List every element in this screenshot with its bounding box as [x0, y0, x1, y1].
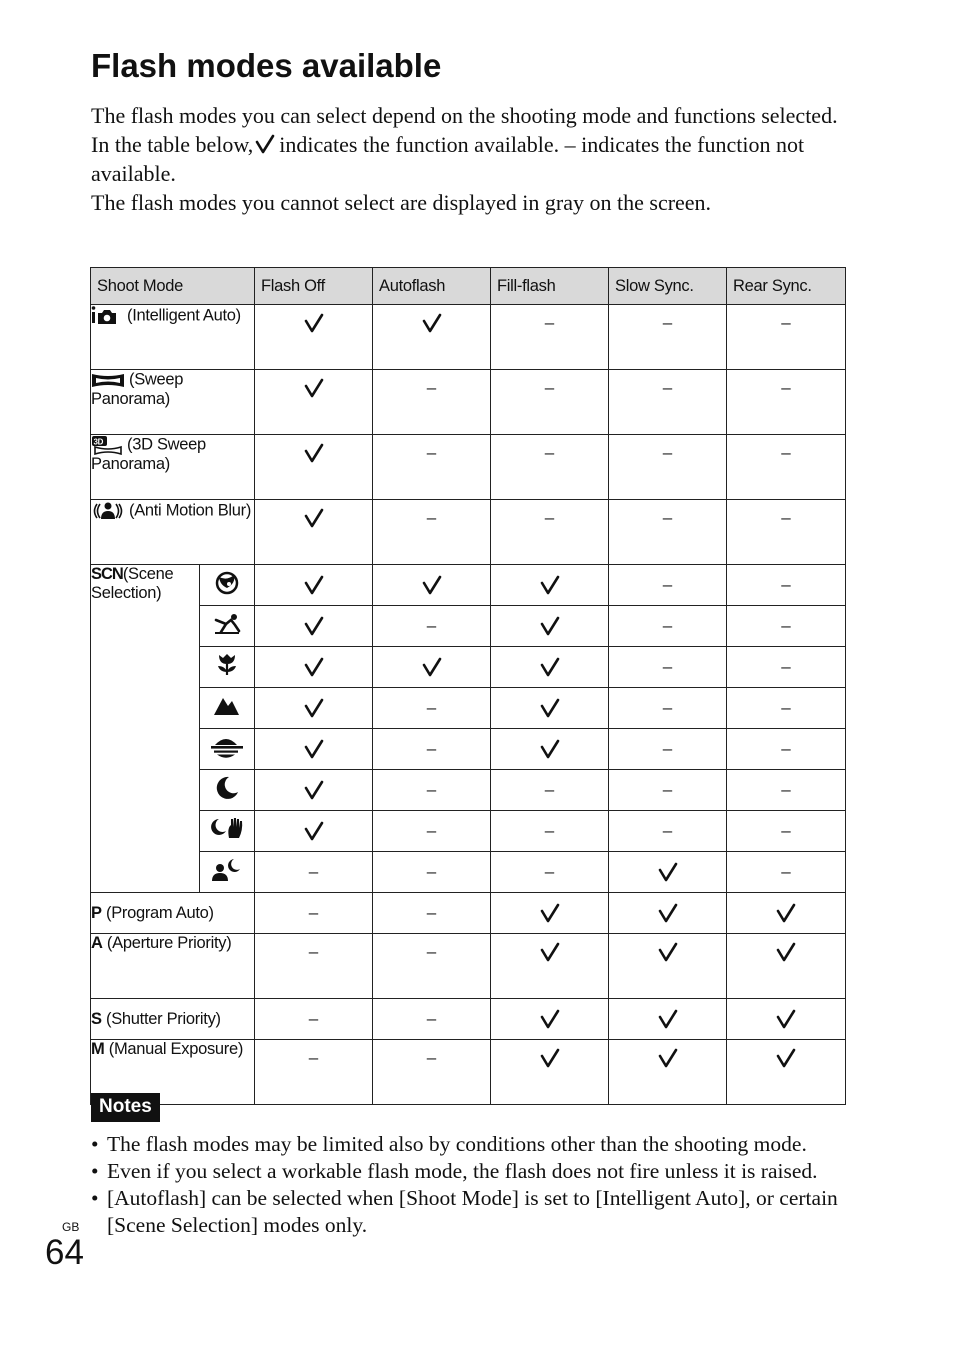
not-available-dash: – [662, 698, 673, 717]
table-cell [255, 647, 373, 688]
not-available-dash: – [308, 903, 319, 922]
column-header: Slow Sync. [609, 268, 727, 305]
notes-badge: Notes [91, 1093, 160, 1122]
intro-paragraph-3: The flash modes you cannot select are displayed in gray on the screen. [91, 190, 712, 215]
table-cell [727, 688, 846, 729]
page-title: Flash modes available [91, 47, 442, 84]
intelligent-auto-icon [91, 305, 123, 327]
table-cell [727, 435, 846, 500]
not-available-dash: – [426, 862, 437, 881]
note-item [91, 1158, 871, 1185]
table-cell [609, 435, 727, 500]
table-cell [609, 305, 727, 370]
note-text: The flash modes may be limited also by conditions other than the shooting mode. [107, 1132, 807, 1156]
column-header: Fill-flash [491, 268, 609, 305]
check-icon [304, 698, 324, 718]
check-icon [304, 508, 324, 528]
not-available-dash: – [426, 1048, 437, 1067]
check-icon [658, 1009, 678, 1029]
mode-label: (Program Auto) [106, 903, 214, 922]
table-cell [491, 729, 609, 770]
scene-icon-cell [200, 852, 255, 893]
table-cell [727, 500, 846, 565]
table-row [91, 770, 846, 811]
table-cell [491, 893, 609, 934]
check-icon [776, 1048, 796, 1068]
check-icon [540, 698, 560, 718]
scn-label: SCN [91, 565, 123, 583]
table-cell [491, 999, 609, 1040]
table-row [91, 852, 846, 893]
table-row [91, 500, 846, 565]
check-icon [658, 1048, 678, 1068]
table-cell [609, 934, 727, 999]
not-available-dash: – [781, 378, 791, 397]
table-cell [609, 647, 727, 688]
not-available-dash: – [662, 780, 673, 799]
shoot-mode-cell [91, 370, 255, 435]
table-cell [609, 1040, 727, 1105]
check-icon [304, 616, 324, 636]
scene-selection-cell [91, 565, 200, 893]
table-cell [491, 934, 609, 999]
not-available-dash: – [544, 378, 555, 397]
not-available-dash: – [662, 313, 673, 332]
3d-sweep-panorama-icon [91, 435, 123, 455]
not-available-dash: – [426, 942, 437, 961]
table-cell [373, 435, 491, 500]
mode-letter: A [91, 934, 103, 952]
table-cell [373, 565, 491, 606]
not-available-dash: – [426, 616, 437, 635]
bullet-icon: • [91, 1159, 99, 1183]
table-row [91, 688, 846, 729]
mode-label: (Anti Motion Blur) [129, 501, 252, 520]
mode-letter: S [91, 1009, 102, 1028]
table-cell [255, 893, 373, 934]
table-cell [727, 729, 846, 770]
check-icon [658, 862, 678, 882]
table-cell [373, 370, 491, 435]
not-available-dash: – [426, 508, 437, 527]
column-header: Rear Sync. [727, 268, 846, 305]
check-icon [776, 942, 796, 962]
table-cell [373, 688, 491, 729]
shoot-mode-cell [91, 435, 255, 500]
table-row [91, 893, 846, 934]
table-row [91, 811, 846, 852]
shoot-mode-cell [91, 934, 255, 999]
table-cell [609, 565, 727, 606]
table-cell [491, 500, 609, 565]
table-cell [255, 435, 373, 500]
sweep-panorama-icon [91, 370, 125, 390]
portrait-icon [214, 570, 241, 596]
not-available-dash: – [781, 739, 791, 758]
page-number: 64 [45, 1233, 84, 1272]
not-available-dash: – [781, 616, 791, 635]
mode-label: (Manual Exposure) [108, 1040, 244, 1058]
bullet-icon: • [91, 1132, 99, 1156]
scene-icon-cell [200, 688, 255, 729]
not-available-dash: – [781, 313, 791, 332]
mode-label: (Shutter Priority) [106, 1009, 221, 1028]
table-cell [491, 688, 609, 729]
scene-icon-cell [200, 811, 255, 852]
not-available-dash: – [426, 1009, 437, 1028]
mode-label: (Aperture Priority) [106, 934, 232, 952]
not-available-dash: – [662, 821, 673, 840]
landscape-icon [213, 693, 241, 719]
table-cell [727, 565, 846, 606]
not-available-dash: – [781, 508, 791, 527]
shoot-mode-cell [91, 999, 255, 1040]
table-cell [491, 852, 609, 893]
scene-icon-cell [200, 606, 255, 647]
table-cell [727, 606, 846, 647]
bullet-icon: • [91, 1186, 99, 1210]
intro-paragraph-2 [91, 130, 871, 188]
not-available-dash: – [426, 780, 437, 799]
table-cell [255, 729, 373, 770]
not-available-dash: – [781, 862, 791, 881]
not-available-dash: – [544, 443, 555, 462]
table-cell [727, 999, 846, 1040]
intro-text [91, 101, 871, 217]
check-icon [304, 780, 324, 800]
table-cell [255, 852, 373, 893]
note-item [91, 1131, 871, 1158]
scene-icon-cell [200, 770, 255, 811]
table-cell [373, 1040, 491, 1105]
not-available-dash: – [781, 698, 791, 717]
intro-p2-before: In the table below, [91, 132, 254, 157]
table-cell [609, 688, 727, 729]
check-icon [540, 1009, 560, 1029]
not-available-dash: – [662, 616, 673, 635]
check-icon [255, 134, 275, 154]
scene-icon-cell [200, 647, 255, 688]
note-item [91, 1185, 871, 1239]
table-cell [373, 893, 491, 934]
not-available-dash: – [662, 657, 673, 676]
table-cell [255, 811, 373, 852]
not-available-dash: – [426, 443, 437, 462]
not-available-dash: – [544, 780, 555, 799]
shoot-mode-cell [91, 305, 255, 370]
sports-action-icon [213, 611, 242, 637]
check-icon [422, 657, 442, 677]
table-row [91, 305, 846, 370]
check-icon [540, 942, 560, 962]
table-cell [727, 1040, 846, 1105]
check-icon [422, 575, 442, 595]
table-cell [255, 606, 373, 647]
check-icon [540, 739, 560, 759]
not-available-dash: – [308, 1009, 319, 1028]
table-cell [491, 770, 609, 811]
flash-modes-table [90, 267, 846, 1105]
table-cell [491, 606, 609, 647]
table-row [91, 934, 846, 999]
not-available-dash: – [308, 862, 319, 881]
anti-motion-blur-icon [91, 500, 125, 522]
table-cell [609, 729, 727, 770]
not-available-dash: – [544, 862, 555, 881]
not-available-dash: – [781, 657, 791, 676]
intro-p2-after: indicates the function available. – indicates the function not available. [91, 132, 805, 186]
table-cell [491, 435, 609, 500]
check-icon [658, 942, 678, 962]
not-available-dash: – [544, 508, 555, 527]
table-cell [609, 606, 727, 647]
table-cell [255, 1040, 373, 1105]
macro-icon [215, 652, 239, 678]
table-cell [373, 934, 491, 999]
table-cell [491, 370, 609, 435]
mode-letter: M [91, 1040, 105, 1058]
column-header: Shoot Mode [91, 268, 255, 305]
table-cell [609, 370, 727, 435]
check-icon [540, 1048, 560, 1068]
table-row [91, 999, 846, 1040]
table-cell [491, 811, 609, 852]
table-cell [609, 893, 727, 934]
hand-held-twilight-icon [209, 816, 245, 842]
check-icon [304, 739, 324, 759]
table-cell [255, 688, 373, 729]
table-cell [727, 934, 846, 999]
not-available-dash: – [308, 942, 319, 961]
mode-label: (3D Sweep Panorama) [91, 435, 206, 473]
check-icon [304, 657, 324, 677]
not-available-dash: – [662, 508, 673, 527]
table-cell [491, 305, 609, 370]
scene-icon-cell [200, 729, 255, 770]
table-cell [491, 1040, 609, 1105]
sunset-icon [211, 734, 244, 760]
shoot-mode-cell [91, 500, 255, 565]
table-cell [727, 852, 846, 893]
table-cell [373, 729, 491, 770]
not-available-dash: – [544, 313, 555, 332]
not-available-dash: – [662, 575, 673, 594]
table-cell [609, 852, 727, 893]
check-icon [304, 821, 324, 841]
table-row [91, 565, 846, 606]
not-available-dash: – [662, 443, 673, 462]
table-row [91, 370, 846, 435]
table-cell [373, 647, 491, 688]
table-cell [491, 565, 609, 606]
column-header: Flash Off [255, 268, 373, 305]
table-cell [727, 647, 846, 688]
table-cell [255, 999, 373, 1040]
table-cell [727, 370, 846, 435]
table-cell [609, 770, 727, 811]
scene-icon-cell [200, 565, 255, 606]
table-cell [609, 500, 727, 565]
table-cell [727, 305, 846, 370]
table-cell [727, 893, 846, 934]
check-icon [540, 575, 560, 595]
table-row [91, 606, 846, 647]
not-available-dash: – [781, 575, 791, 594]
not-available-dash: – [426, 378, 437, 397]
table-cell [255, 934, 373, 999]
table-cell [609, 811, 727, 852]
not-available-dash: – [426, 821, 437, 840]
check-icon [304, 443, 324, 463]
svg-text:3D: 3D [93, 437, 104, 447]
table-header [91, 268, 846, 305]
table-cell [373, 811, 491, 852]
table-cell [255, 500, 373, 565]
check-icon [540, 616, 560, 636]
table-cell [255, 565, 373, 606]
mode-label: (Intelligent Auto) [127, 306, 241, 325]
table-cell [727, 811, 846, 852]
night-portrait-icon [211, 857, 243, 883]
table-cell [727, 770, 846, 811]
table-cell [373, 852, 491, 893]
not-available-dash: – [781, 780, 791, 799]
not-available-dash: – [662, 739, 673, 758]
shoot-mode-cell [91, 893, 255, 934]
table-cell [373, 305, 491, 370]
check-icon [304, 575, 324, 595]
check-icon [540, 903, 560, 923]
check-icon [304, 313, 324, 333]
note-text: [Autoflash] can be selected when [Shoot Mode] is set to [Intelligent Auto], or certain [Scene Selection] modes only. [107, 1186, 838, 1237]
table-cell [255, 770, 373, 811]
table-row [91, 647, 846, 688]
table-cell [609, 999, 727, 1040]
table-cell [373, 500, 491, 565]
table-row [91, 1040, 846, 1105]
not-available-dash: – [781, 443, 791, 462]
mode-label: (Scene Selection) [91, 565, 174, 602]
check-icon [540, 657, 560, 677]
table-cell [255, 305, 373, 370]
language-code: GB [62, 1220, 80, 1234]
check-icon [776, 903, 796, 923]
check-icon [422, 313, 442, 333]
not-available-dash: – [544, 821, 555, 840]
table-cell [373, 770, 491, 811]
table-body [91, 305, 846, 1105]
not-available-dash: – [426, 903, 437, 922]
table-cell [373, 999, 491, 1040]
not-available-dash: – [662, 378, 673, 397]
mode-letter: P [91, 903, 102, 922]
column-header: Autoflash [373, 268, 491, 305]
night-scene-icon [214, 775, 240, 801]
check-icon [304, 378, 324, 398]
table-row [91, 729, 846, 770]
not-available-dash: – [308, 1048, 319, 1067]
not-available-dash: – [426, 739, 437, 758]
not-available-dash: – [426, 698, 437, 717]
table-row [91, 435, 846, 500]
check-icon [658, 903, 678, 923]
notes-list [91, 1131, 871, 1239]
note-text: Even if you select a workable flash mode, the flash does not fire unless it is raised. [107, 1159, 818, 1183]
check-icon [776, 1009, 796, 1029]
table-cell [491, 647, 609, 688]
table-cell [373, 606, 491, 647]
intro-paragraph-1: The flash modes you can select depend on the shooting mode and functions selected. [91, 103, 838, 128]
table-cell [255, 370, 373, 435]
not-available-dash: – [781, 821, 791, 840]
mode-label: (Sweep Panorama) [91, 370, 184, 408]
